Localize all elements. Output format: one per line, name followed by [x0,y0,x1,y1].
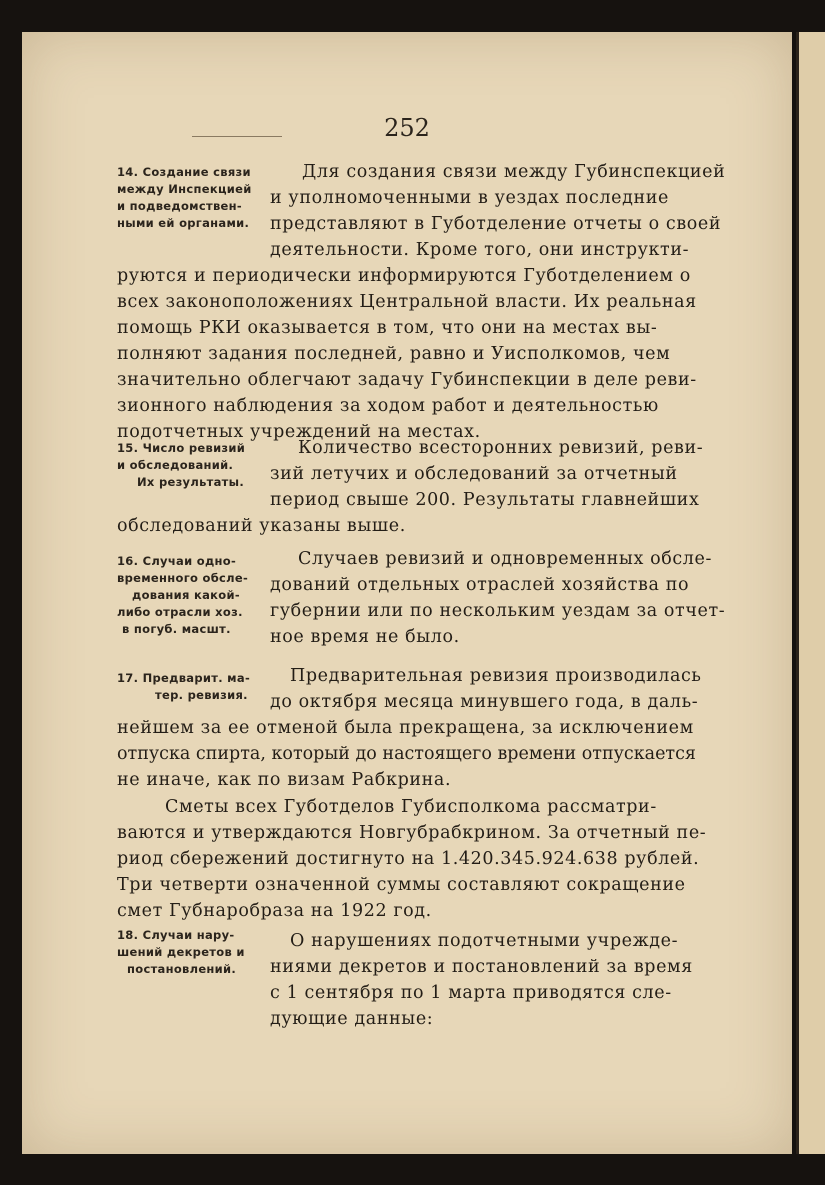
text-line: Случаев ревизий и одновременных обсле- [298,549,712,569]
note-line: тер. ревизия. [155,688,248,702]
note-line: шений декретов и [117,945,245,959]
note-line: 14. Создание связи [117,165,251,179]
note-line: дования какой- [132,588,240,602]
text-line: Для создания связи между Губинспекцией [302,162,726,182]
margin-note-18 [117,927,282,978]
text-line: зионного наблюдения за ходом работ и деятельностью [117,396,659,416]
paragraph-14-cont [117,263,742,445]
text-line: Количество всесторонних ревизий, реви- [298,438,704,458]
margin-note-15 [117,440,282,491]
note-line: либо отрасли хоз. [117,605,243,619]
text-line: дований отдельных отраслей хозяйства по [270,575,690,595]
text-line: риод сбережений достигнуто на 1.420.345.924.638 рублей. [117,849,700,869]
note-line: ными ей органами. [117,216,250,230]
page-number: 252 [384,114,430,142]
note-line: и обследований. [117,458,234,472]
paragraph-15 [270,435,740,513]
paragraph-17 [270,663,740,715]
text-line: деятельности. Кроме того, они инструкти- [270,240,690,260]
text-line: до октября месяца минувшего года, в даль- [270,692,699,712]
text-line: отпуска спирта, который до настоящего времени отпускается [117,744,696,764]
text-line: дующие данные: [270,1009,434,1029]
note-line: в погуб. масшт. [122,622,231,636]
margin-note-16 [117,553,282,638]
text-line: Три четверти означенной суммы составляют сокращение [117,875,686,895]
note-line: и подведомствен- [117,199,242,213]
adjacent-page-edge [796,32,825,1154]
text-line: всех законоположениях Центральной власти. Их реальная [117,292,697,312]
text-line: ниями декретов и постановлений за время [270,957,693,977]
text-line: представляют в Губотделение отчеты о своей [270,214,722,234]
text-line: руются и периодически информируются Губотделением о [117,266,691,286]
text-line: с 1 сентября по 1 марта приводятся сле- [270,983,672,1003]
text-line: не иначе, как по визам Рабкрина. [117,770,452,790]
margin-note-17 [117,670,282,704]
text-line: ваются и утверждаются Новгубрабкрином. За отчетный пе- [117,823,707,843]
note-line: 15. Число ревизий [117,441,246,455]
note-line: 17. Предварит. ма- [117,671,251,685]
document-page [22,32,792,1154]
paragraph-estimates [117,794,742,924]
text-line: подотчетных учреждений на местах. [117,422,481,442]
note-line: временного обсле- [117,571,249,585]
note-line: Их результаты. [137,475,245,489]
text-line: обследований указаны выше. [117,516,406,536]
note-line: постановлений. [127,962,237,976]
paragraph-17-cont [117,715,742,793]
text-line: полняют задания последней, равно и Уисполкомов, чем [117,344,671,364]
text-line: Предварительная ревизия производилась [290,666,702,686]
text-line: ное время не было. [270,627,460,647]
text-line: Сметы всех Губотделов Губисполкома рассматри- [165,797,657,817]
note-line: между Инспекцией [117,182,252,196]
text-line: значительно облегчают задачу Губинспекции в деле реви- [117,370,697,390]
paragraph-16 [270,546,740,650]
text-line: зий летучих и обследований за отчетный [270,464,678,484]
text-line: и уполномоченными в уездах последние [270,188,669,208]
note-line: 18. Случаи нару- [117,928,235,942]
paragraph-14 [270,159,740,263]
text-line: период свыше 200. Результаты главнейших [270,490,700,510]
note-line: 16. Случаи одно- [117,554,237,568]
margin-note-14 [117,164,282,232]
text-line: смет Губнаробраза на 1922 год. [117,901,432,921]
paragraph-15-cont [117,513,742,539]
text-line: помощь РКИ оказывается в том, что они на местах вы- [117,318,658,338]
text-line: губернии или по нескольким уездам за отчет- [270,601,726,621]
text-line: нейшем за ее отменой была прекращена, за исключением [117,718,694,738]
text-line: О нарушениях подотчетными учрежде- [290,931,679,951]
paragraph-18 [270,928,740,1032]
